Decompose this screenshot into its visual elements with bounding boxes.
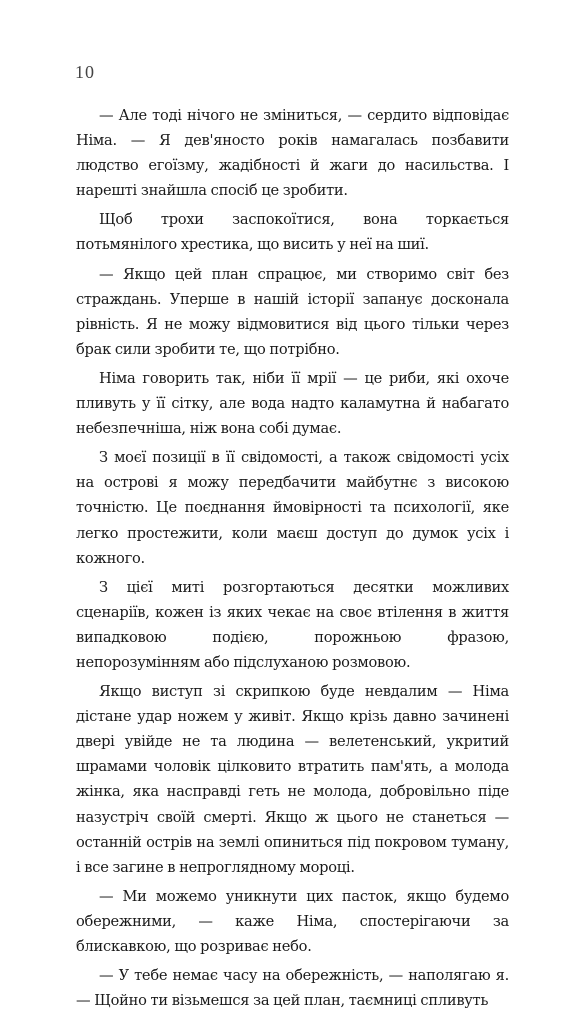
paragraph: — Якщо цей план спрацює, ми створимо світ без страждань. Уперше в нашій історії запанує досконала рівність. Я не можу відмовитися від цього тільки через брак сили зробити те, що потрібно. — [76, 265, 509, 358]
page-number: 10 — [75, 62, 95, 82]
paragraph: З цієї миті розгортаються десятки можливих сценаріїв, кожен із яких чекає на своє втілення в життя випадковою подією, порожньою фразою, непорозумінням або підслуханою розмовою. — [76, 578, 509, 671]
body-text — [76, 103, 509, 1013]
paragraph: З моєї позиції в її свідомості, а також свідомості усіх на острові я можу передбачити майбутнє з високою точністю. Це поєднання ймовірності та психології, яке легко простежити, коли маєш доступ до думок усіх і кожного. — [76, 449, 509, 567]
paragraph: — Але тоді нічого не зміниться, — сердито відповідає Німа. — Я дев'яносто років намагалась позбавити людство егоїзму, жадібності й жаги до насильства. І нарешті знайшла спосіб це зробити. — [76, 107, 509, 200]
paragraph: Німа говорить так, ніби її мрії — це риби, які охоче пливуть у її сітку, але вода надто каламутна й набагато небезпечніша, ніж вона собі думає. — [76, 369, 509, 438]
paragraph: Якщо виступ зі скрипкою буде невдалим — Німа дістане удар ножем у живіт. Якщо крізь давно зачинені двері увійде не та людина — велетенський, укритий шрамами чоловік цілковито втратить пам'ять, а молода жінка, яка насправді геть не молода, добровільно піде назустріч своїй смерті. Якщо ж цього не станеться — останній острів на землі опиниться під покровом туману, і все загине в непроглядному мороці. — [76, 683, 509, 876]
paragraph: — Ми можемо уникнути цих пасток, якщо будемо обережними, — каже Німа, спостерігаючи за блискавкою, що розриває небо. — [76, 887, 509, 955]
paragraph: — У тебе немає часу на обережність, — наполягаю я. — Щойно ти візьмешся за цей план, таємниці спливуть — [76, 967, 509, 1010]
paragraph: Щоб трохи заспокоїтися, вона торкається потьмянілого хрестика, що висить у неї на шиї. — [76, 211, 509, 254]
